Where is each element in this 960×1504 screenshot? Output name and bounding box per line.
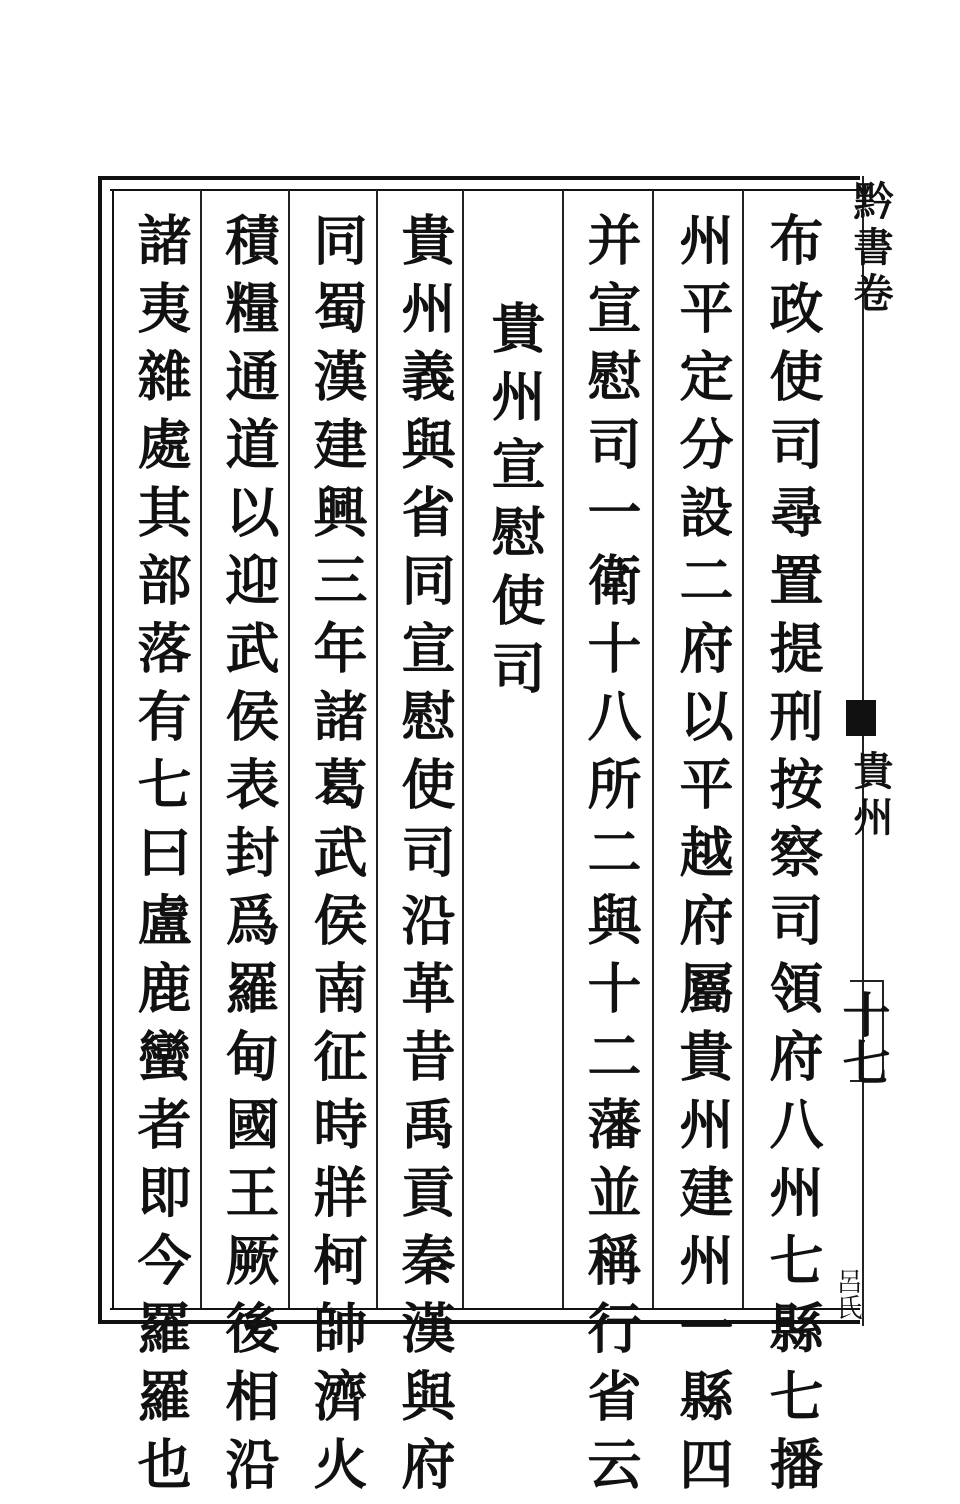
section-heading: 貴州宣慰使司 <box>483 300 547 708</box>
text-column-5: 貴州義與省同宣慰使司沿革昔禹貢秦漢與府 <box>393 212 457 1504</box>
text-column-6: 同蜀漢建興三年諸葛武侯南征時牂柯帥濟火 <box>305 212 369 1504</box>
margin-section-label: 貴州 <box>847 750 894 842</box>
text-column-7: 積糧通道以迎武侯表封爲羅甸國王厥後相沿 <box>217 212 281 1504</box>
text-column-3: 并宣慰司一衛十八所二與十二藩並稱行省云 <box>579 212 643 1504</box>
frame-inner-left-line <box>112 189 114 1309</box>
page-frame <box>98 176 860 1324</box>
text-column-8: 諸夷雜處其部落有七曰盧鹿蠻者即今羅羅也 <box>129 212 193 1504</box>
margin-fish-tail-mark <box>846 700 876 736</box>
column-rule <box>376 190 378 1308</box>
margin-book-title: 黔書卷 <box>847 180 894 318</box>
column-rule <box>462 190 464 1308</box>
column-rule <box>288 190 290 1308</box>
text-column-2: 州平定分設二府以平越府屬貴州建州一縣四 <box>671 212 735 1504</box>
margin-small-note: 呂氏 <box>832 1268 862 1320</box>
text-column-1: 布政使司尋置提刑按察司領府八州七縣七播 <box>761 212 825 1504</box>
column-rule <box>742 190 744 1308</box>
margin-page-number: 十七 <box>834 990 890 1086</box>
column-rule <box>562 190 564 1308</box>
column-rule <box>200 190 202 1308</box>
frame-inner-top-line <box>110 189 860 191</box>
column-rule <box>652 190 654 1308</box>
